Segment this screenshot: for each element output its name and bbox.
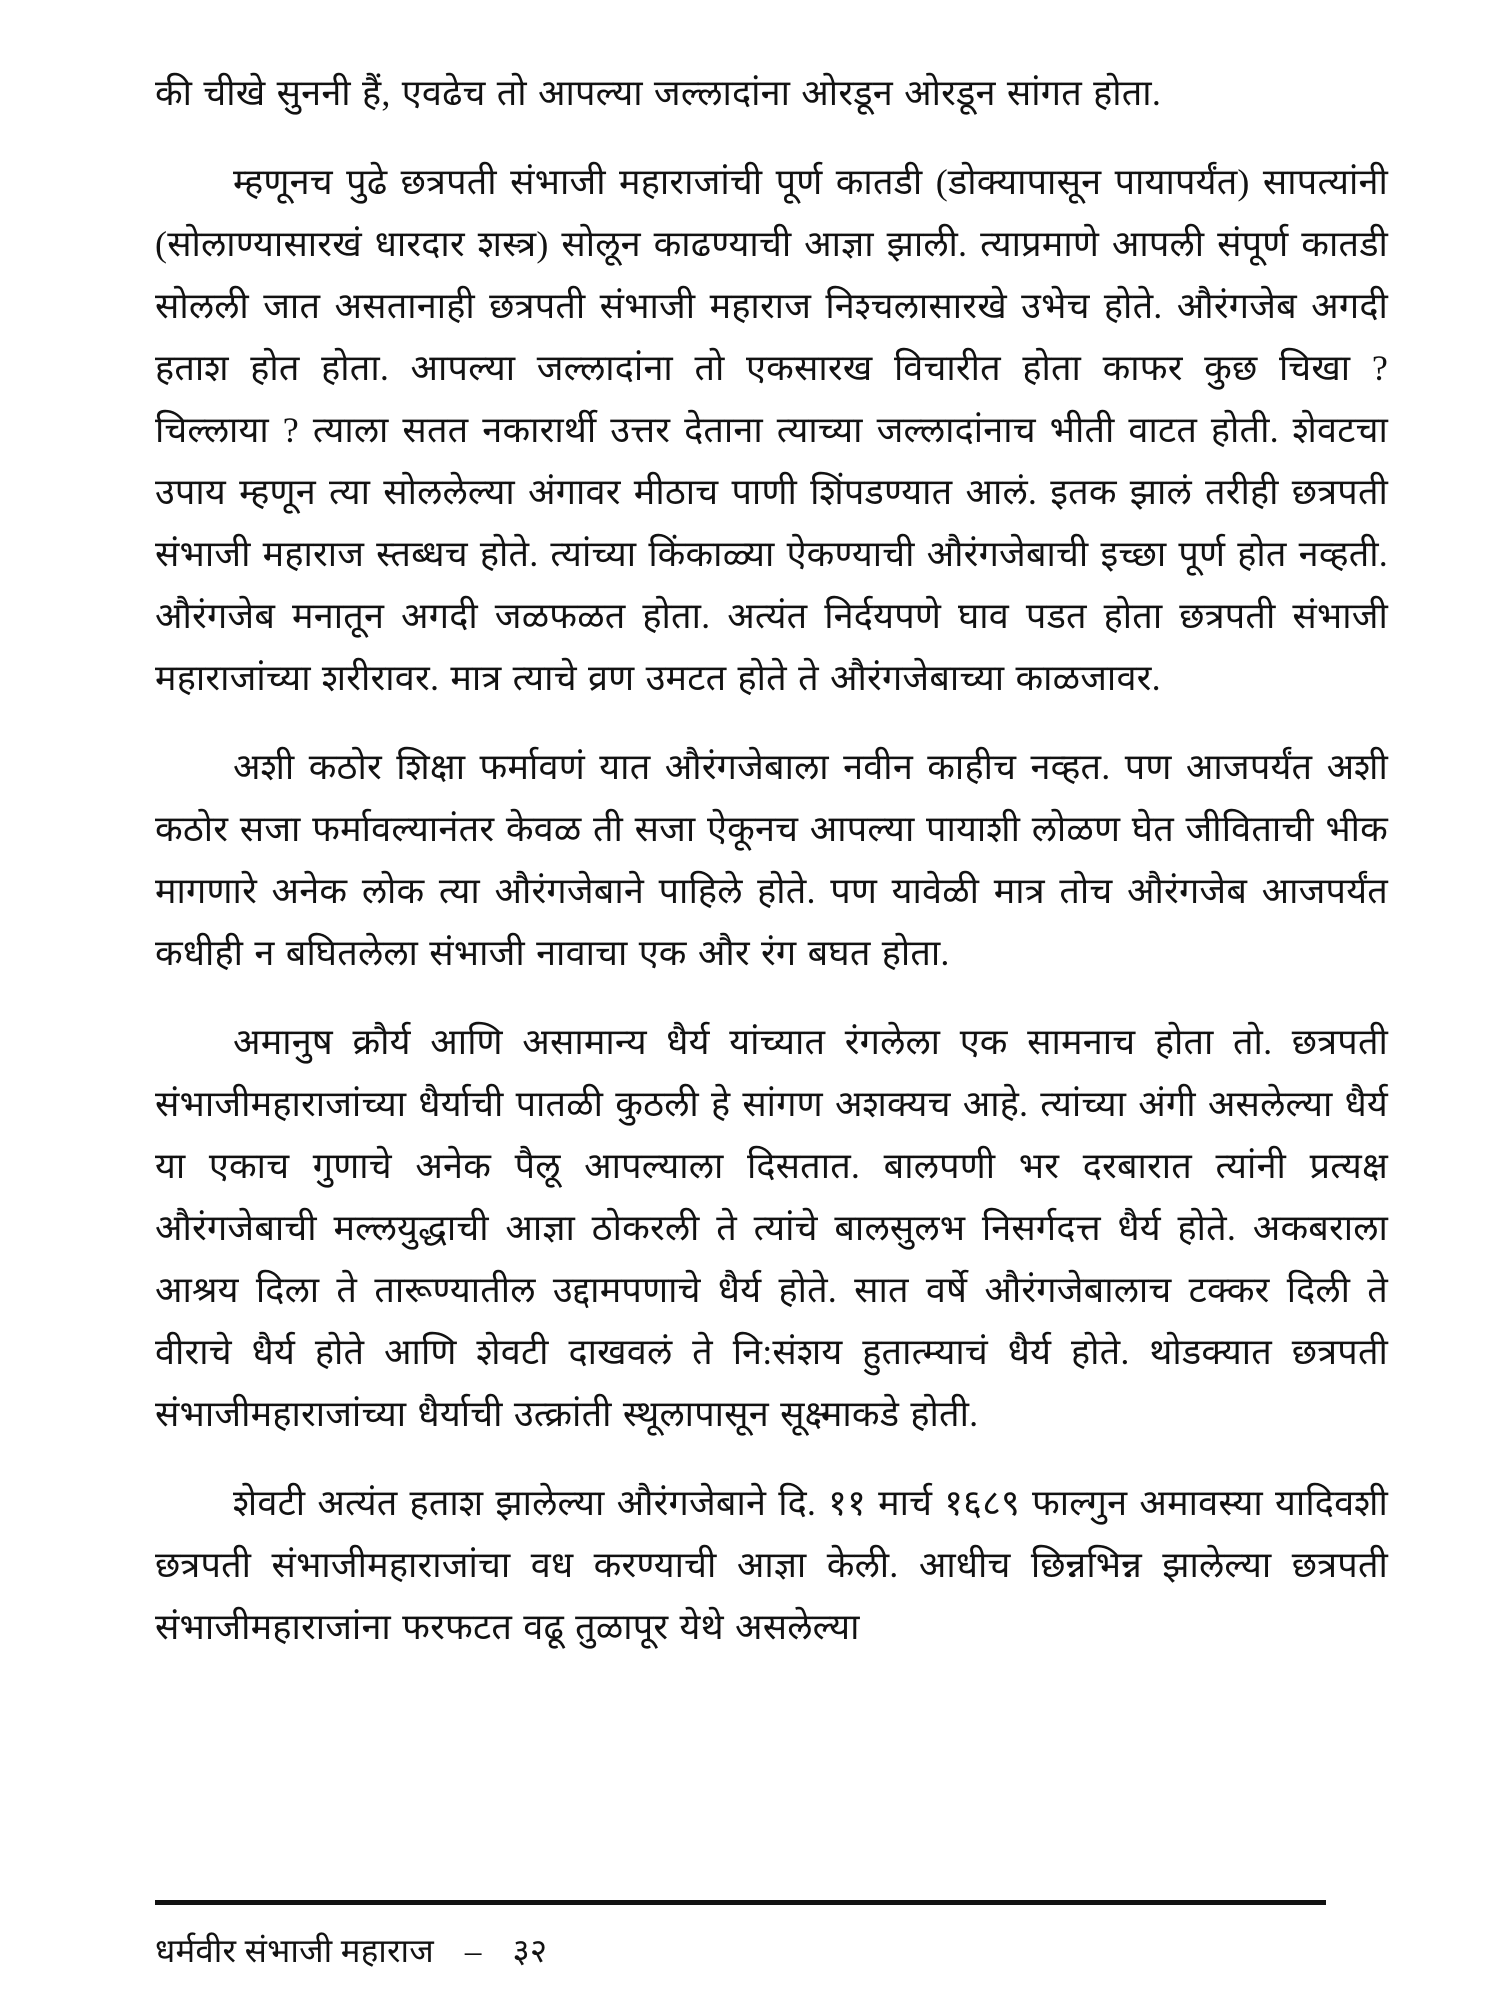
footer-divider-line	[155, 1900, 1326, 1905]
paragraph-continuation: की चीखे सुननी हैं, एवढेच तो आपल्या जल्लादांना ओरडून ओरडून सांगत होता.	[155, 73, 1162, 113]
book-title: धर्मवीर संभाजी महाराज	[155, 1934, 434, 1970]
paragraph-skinning-order: म्हणूनच पुढे छत्रपती संभाजी महाराजांची पूर्ण कातडी (डोक्यापासून पायापर्यंत) सापत्यांनी (सोलाण्यासारखं धारदार शस्त्र) सोलून काढण्याची आज्ञा झाली. त्याप्रमाणे आपली संपूर्ण कातडी सोलली जात असतानाही छत्रपती संभाजी महाराज निश्चलासारखे उभेच होते. औरंगजेब अगदी हताश होत होता. आपल्या जल्लादांना तो एकसारख विचारीत होता काफर कुछ चिखा ? चिल्लाया ? त्याला सतत नकारार्थी उत्तर देताना त्याच्या जल्लादांनाच भीती वाटत होती. शेवटचा उपाय म्हणून त्या सोललेल्या अंगावर मीठाच पाणी शिंपडण्यात आलं. इतक झालं तरीही छत्रपती संभाजी महाराज स्तब्धच होते. त्यांच्या किंकाळ्या ऐकण्याची औरंगजेबाची इच्छा पूर्ण होत नव्हती. औरंगजेब मनातून अगदी जळफळत होता. अत्यंत निर्दयपणे घाव पडत होता छत्रपती संभाजी महाराजांच्या शरीरावर. मात्र त्याचे व्रण उमटत होते ते औरंगजेबाच्या काळजावर.	[155, 162, 1388, 698]
footer-dash: –	[464, 1934, 482, 1970]
paragraph-courage-facets: अमानुष क्रौर्य आणि असामान्य धैर्य यांच्यात रंगलेला एक सामनाच होता तो. छत्रपती संभाजीमहाराजांच्या धैर्याची पातळी कुठली हे सांगण अशक्यच आहे. त्यांच्या अंगी असलेल्या धैर्य या एकाच गुणाचे अनेक पैलू आपल्याला दिसतात. बालपणी भर दरबारात त्यांनी प्रत्यक्ष औरंगजेबाची मल्लयुद्धाची आज्ञा ठोकरली ते त्यांचे बालसुलभ निसर्गदत्त धैर्य होते. अकबराला आश्रय दिला ते तारूण्यातील उद्दामपणाचे धैर्य होते. सात वर्षे औरंगजेबालाच टक्कर दिली ते वीराचे धैर्य होते आणि शेवटी दाखवलं ते नि:संशय हुतात्म्याचं धैर्य होते. थोडक्यात छत्रपती संभाजीमहाराजांच्या धैर्याची उत्क्रांती स्थूलापासून सूक्ष्माकडे होती.	[155, 1022, 1388, 1434]
paragraph-execution-order: शेवटी अत्यंत हताश झालेल्या औरंगजेबाने दि. ११ मार्च १६८९ फाल्गुन अमावस्या यादिवशी छत्रपती संभाजीमहाराजांचा वध करण्याची आज्ञा केली. आधीच छिन्नभिन्न झालेल्या छत्रपती संभाजीमहाराजांना फरफटत वढू तुळापूर येथे असलेल्या	[155, 1483, 1388, 1647]
page-body-text	[155, 62, 1388, 1685]
page-number: ३२	[512, 1934, 548, 1970]
paragraph-harsh-punishment: अशी कठोर शिक्षा फर्मावणं यात औरंगजेबाला नवीन काहीच नव्हत. पण आजपर्यंत अशी कठोर सजा फर्मावल्यानंतर केवळ ती सजा ऐकूनच आपल्या पायाशी लोळण घेत जीविताची भीक मागणारे अनेक लोक त्या औरंगजेबाने पाहिले होते. पण यावेळी मात्र तोच औरंगजेब आजपर्यंत कधीही न बघितलेला संभाजी नावाचा एक और रंग बघत होता.	[155, 747, 1388, 973]
footer-text	[155, 1927, 1350, 1972]
page-footer	[155, 1900, 1350, 1972]
